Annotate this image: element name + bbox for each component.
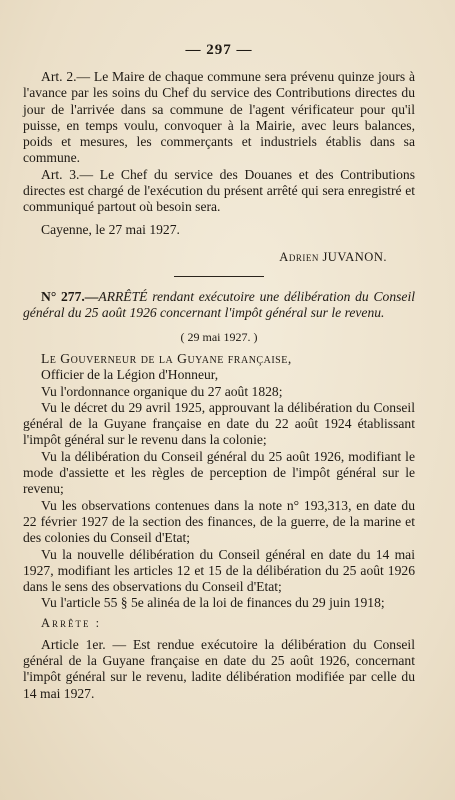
place-date: Cayenne, le 27 mai 1927. [41,221,180,237]
decree-title: ARRÊTÉ rendant exécutoire une délibération du Conseil général du 25 août 1926 concernant l'impôt général sur le revenu. [23,288,416,321]
consideration-item: Vu les observations contenues dans la note n° 193,313, en date du 22 février 1927 de la section des finances, de la guerre, de la marine et des colonies du Conseil d'Etat; [23,497,415,546]
separator-rule [174,276,264,277]
article-1-paragraph: Article 1er. — Est rendue exécutoire la délibération du Conseil général de la Guyane française en date du 25 août 1926, concernant l'impôt général sur le revenu, ladite délibération modifiée par celle du 14 mai 1927. [23,636,415,701]
consideration-item: Vu le décret du 29 avril 1925, approuvant la délibération du Conseil général de la Guyane française en date du 22 août 1924 établissant l'impôt général sur le revenu dans la colonie; [23,399,415,448]
consideration-item: Vu l'ordonnance organique du 27 août 1828; [41,383,283,399]
signature: Adrien JUVANON. [279,249,387,264]
article-3-paragraph: Art. 3.— Le Chef du service des Douanes et des Contributions directes est chargé de l'exécution du présent arrêté qui sera enregistré et communiqué partout où besoin sera. [23,166,415,215]
decree-heading [23,289,415,322]
decree-date: ( 29 mai 1927. ) [180,329,258,344]
arrete-label: Arrête : [41,615,102,630]
consideration-item: Vu la nouvelle délibération du Conseil général en date du 14 mai 1927, modifiant les articles 12 et 15 de la délibération du 25 août 1926 dans le sens des observations du Conseil d'Etat; [23,546,415,595]
article-2-paragraph: Art. 2.— Le Maire de chaque commune sera prévenu quinze jours à l'avance par les soins du Chef du service des Contributions directes du jour de l'arrivée dans sa commune de l'agent vérificateur pour qu'il puisse, en temps voulu, convoquer à la Mairie, avec leurs balances, poids et mesures, les commerçants et industriels établis dans sa commune. [23,69,415,166]
governor-line: Le Gouverneur de la Guyane française, [41,350,292,366]
consideration-item: Vu la délibération du Conseil général du 25 août 1926, modifiant le mode d'assiette et les règles de perception de l'impôt général sur le revenu; [23,448,415,497]
consideration-item: Vu l'article 55 § 5e alinéa de la loi de finances du 29 juin 1918; [41,595,385,611]
governor-title: Officier de la Légion d'Honneur, [41,367,219,383]
decree-number: N° 277.— [41,288,99,304]
page-number: — 297 — [185,42,253,58]
